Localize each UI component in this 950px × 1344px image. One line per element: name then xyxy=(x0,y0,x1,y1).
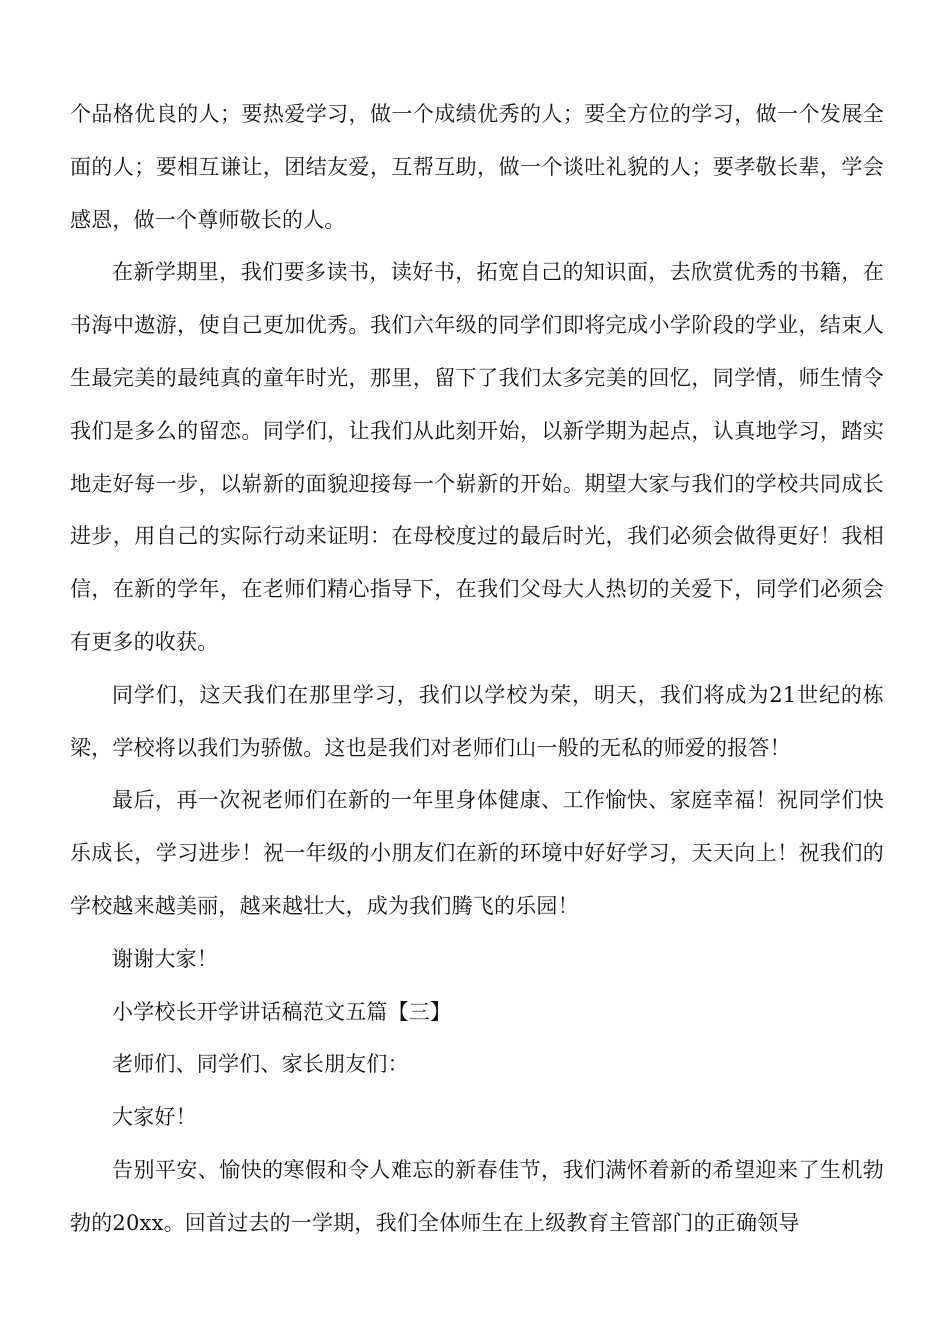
salutation: 老师们、同学们、家长朋友们： xyxy=(112,1052,409,1077)
paragraph-students-today: 同学们，这天我们在那里学习，我们以学校为荣，明天，我们将成为21世纪的栋梁，学校将以我们为骄傲。这也是我们对老师们山一般的无私的师爱的报答！ xyxy=(70,682,884,760)
paragraph-continuation: 个品格优良的人；要热爱学习，做一个成绩优秀的人；要全方位的学习，做一个发展全面的人；要相互谦让，团结友爱，互帮互助，做一个谈吐礼貌的人；要孝敬长辈，学会感恩，做一个尊师敬长的人。 xyxy=(70,102,884,232)
paragraph-farewell-holiday: 告别平安、愉快的寒假和令人难忘的新春佳节，我们满怀着新的希望迎来了生机勃勃的20xx。回首过去的一学期，我们全体师生在上级教育主管部门的正确领导 xyxy=(70,1157,884,1235)
paragraph-thanks: 谢谢大家！ xyxy=(112,946,218,971)
greeting: 大家好！ xyxy=(112,1105,197,1130)
document-page xyxy=(70,88,884,1250)
paragraph-final-wishes: 最后，再一次祝老师们在新的一年里身体健康、工作愉快、家庭幸福！祝同学们快乐成长，学习进步！祝一年级的小朋友们在新的环境中好好学习，天天向上！祝我们的学校越来越美丽，越来越壮大，成为我们腾飞的乐园！ xyxy=(70,788,884,918)
section-heading: 小学校长开学讲话稿范文五篇【三】 xyxy=(112,999,452,1024)
paragraph-new-semester: 在新学期里，我们要多读书，读好书，拓宽自己的知识面，去欣赏优秀的书籍，在书海中遨游，使自己更加优秀。我们六年级的同学们即将完成小学阶段的学业，结束人生最完美的最纯真的童年时光，那里，留下了我们太多完美的回忆，同学情，师生情令我们是多么的留恋。同学们，让我们从此刻开始，以新学期为起点，认真地学习，踏实地走好每一步，以崭新的面貌迎接每一个崭新的开始。期望大家与我们的学校共同成长进步，用自己的实际行动来证明：在母校度过的最后时光，我们必须会做得更好！我相信，在新的学年，在老师们精心指导下，在我们父母大人热切的关爱下，同学们必须会有更多的收获。 xyxy=(70,260,884,654)
